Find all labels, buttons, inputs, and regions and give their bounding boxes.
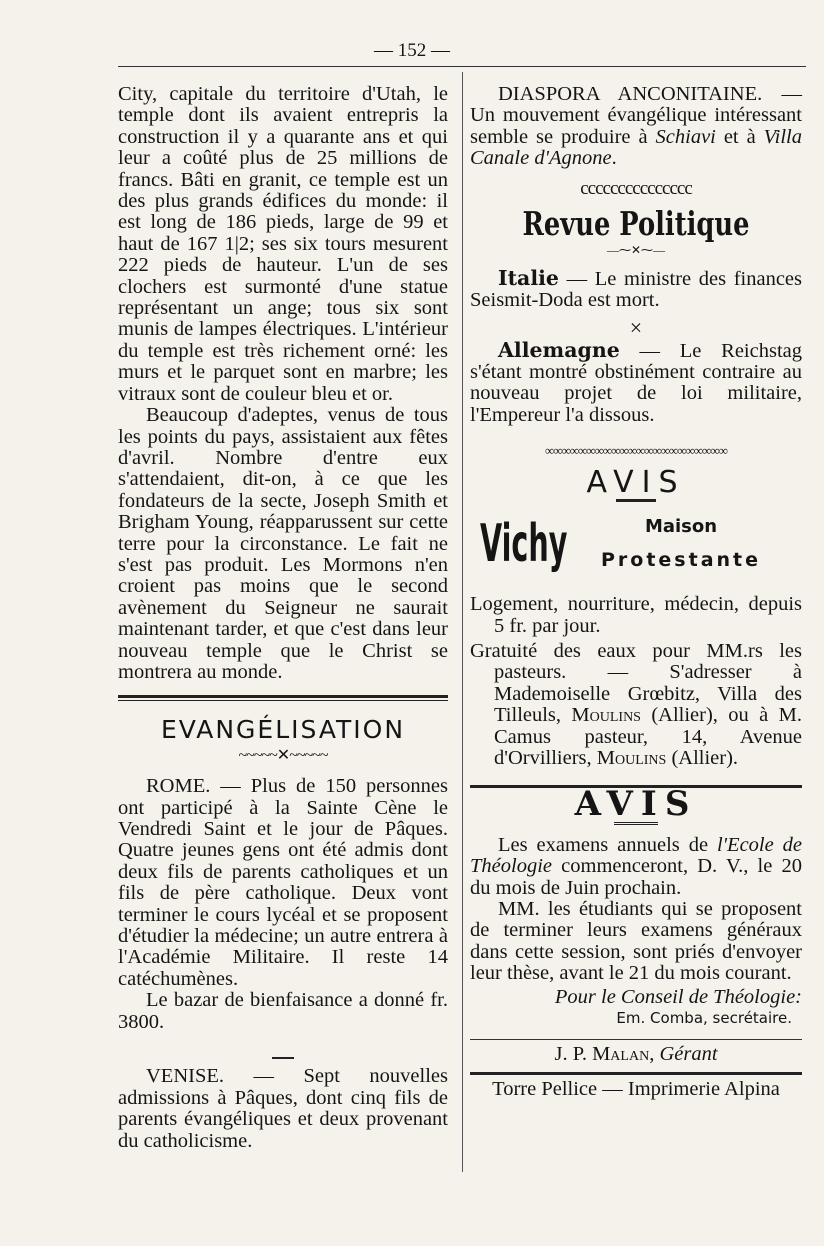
avis-heading-ornate: AVIS (574, 784, 698, 825)
gratuite-paragraph: Gratuité des eaux pour MM.rs les pasteurs. — S'adresser à Mademoiselle Grœbitz, Villa des Tilleuls, Moulins (Allier), ou à M. Camus pasteur, 14, Avenue d'Orvilliers, Moulins (Allier). (470, 639, 802, 769)
gerant-title: Gérant (659, 1043, 718, 1066)
top-rule (118, 66, 806, 67)
thin-separator (470, 1039, 802, 1040)
vichy-wordmark: Vichy (480, 514, 568, 575)
bottom-separator (470, 1072, 802, 1075)
place-schiavi: Schiavi (655, 125, 716, 148)
bazar-paragraph: Le bazar de bienfaisance a donné fr. 3800. (118, 989, 448, 1033)
page-number: — 152 — (374, 40, 450, 61)
gerant-name: Malan (592, 1043, 650, 1066)
etudiants-paragraph: MM. les étudiants qui se proposent de terminer leurs examens généraux dans cette session, sont priés d'envoyer leur thèse, avant le 21 du mois courant. (470, 897, 802, 985)
examens-paragraph: Les examens annuels de l'Ecole de Théologie commenceront, D. V., le 20 du mois de Juin prochain. (470, 833, 802, 899)
allemagne-label: Allemagne (498, 337, 620, 362)
chain-ornament: ccccccccccccccc (580, 177, 692, 199)
conseil-signature: Pour le Conseil de Théologie: (554, 985, 802, 1008)
secretaire-signature: Em. Comba, secrétaire. (616, 1009, 792, 1027)
diaspora-paragraph: DIASPORA ANCONITAINE. — Un mouvement évangélique intéressant semble se produire à Schiavi et à Villa Canale d'Agnone. (470, 83, 802, 170)
squiggle-ornament: ~~~~~✕~~~~~ (238, 746, 328, 764)
logement-paragraph: Logement, nourriture, médecin, depuis 5 fr. par jour. (470, 593, 802, 637)
protestante-label: Protestante (600, 548, 762, 571)
imprimerie-line: Torre Pellice — Imprimerie Alpina (492, 1077, 780, 1100)
place-villa-canale: Villa Canale d'Agnone (470, 125, 802, 170)
left-column (118, 84, 448, 1152)
right-column (470, 84, 802, 1100)
wave-ornament: ∞∞∞∞∞∞∞∞∞∞∞∞∞∞∞∞∞∞∞∞∞∞ (545, 443, 727, 459)
maison-label: Maison (644, 516, 718, 538)
rome-paragraph: ROME. — Plus de 150 personnes ont participé à la Sainte Cène le Vendredi Saint et le jour de Pâques. Quatre jeunes gens ont été admis dont deux fils de parents catholiques et un fils de père catholique. Deux vont terminer le cours lycéal et se proposent d'étudier la médecine; un autre entrera à l'Académie Militaire. Il reste 14 catéchumènes. (118, 775, 448, 990)
avis-heading: AVIS (586, 464, 686, 500)
italie-label: Italie (498, 265, 559, 290)
venise-paragraph: VENISE. — Sept nouvelles admissions à Pâques, dont cinq fils de parents évangéliques et deux provenant du catholicisme. (118, 1065, 448, 1152)
short-dash-separator (118, 1043, 448, 1064)
vichy-advert-header (470, 512, 802, 594)
moulins-1: Moulins (571, 704, 641, 727)
cross-separator: × (629, 314, 643, 340)
double-rule (118, 695, 448, 701)
italie-paragraph: Italie — Le ministre des finances Seismit-Doda est mort. (470, 265, 802, 312)
evangelisation-heading: EVANGÉLISATION (160, 715, 406, 745)
column-divider (462, 72, 463, 1172)
diaspora-lead: DIASPORA ANCONITAINE. — (498, 83, 802, 105)
adeptes-paragraph: Beaucoup d'adeptes, venus de tous les points du pays, assistaient aux fêtes d'avril. Nombre d'entre eux s'attendaient, dit-on, à ce que les fondateurs de la secte, Joseph Smith et Brigham Young, réapparussent sur cette terre pour la circonstance. Le fait ne s'est pas produit. Les Mormons n'en croient pas moins que le second avènement du Seigneur ne saurait maintenant tarder, et que c'est dans leur nouveau temple que le Christ se montrera au monde. (118, 404, 448, 683)
moulins-2: Moulins (596, 746, 667, 769)
mormon-temple-paragraph: City, capitale du territoire d'Utah, le temple dont ils avaient entrepris la construction il y a quarante ans et qui leur a coûté plus de 25 millions de francs. Bâti en granit, ce temple est un des plus grands édifices du monde: il est long de 186 pieds, large de 99 et haut de 167 1|2; ses six tours mesurent 222 pieds de hauteur. L'un de ses clochers est surmonté d'une statue représentant un ange; tous six sont munis de lampes électriques. L'intérieur du temple est très richement orné: les murs et le parquet sont en marbre; les vitraux sont de couleur bleu et or. (118, 83, 448, 405)
allemagne-paragraph: Allemagne — Le Reichstag s'étant montré obstinément contraire au nouveau projet de loi militaire, l'Empereur l'a dissous. (470, 337, 802, 426)
ecole-theologie: l'Ecole de Théologie (470, 833, 802, 878)
small-ornament: —⁓✕⁓— (606, 243, 666, 258)
revue-politique-heading: Revue Politique (522, 204, 750, 244)
maison-protestante (560, 512, 802, 571)
gerant-line: J. P. Malan, Gérant (554, 1043, 718, 1066)
